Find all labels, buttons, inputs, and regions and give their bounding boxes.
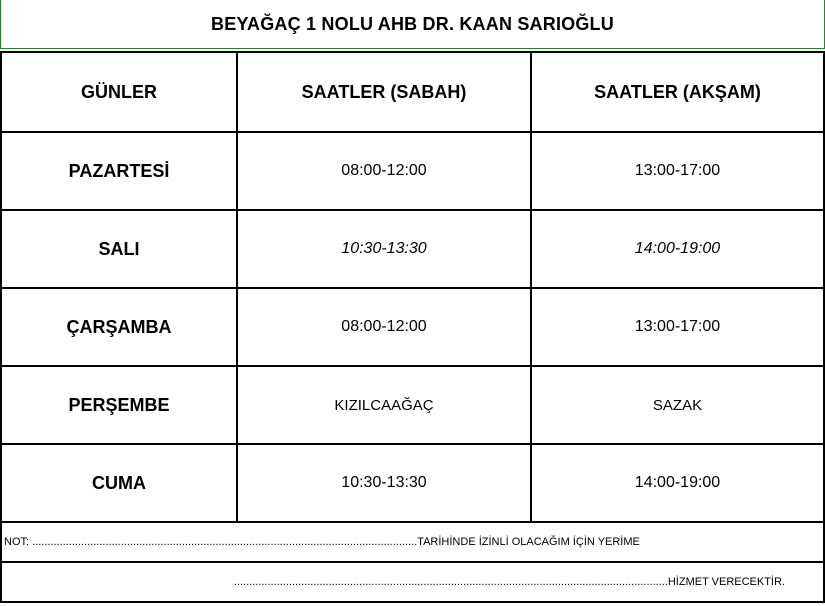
- evening-cell: 13:00-17:00: [531, 132, 824, 210]
- day-cell: CUMA: [1, 444, 237, 522]
- table-row: [1, 210, 824, 288]
- note-prefix: NOT: ..............................................................................................................................: [4, 536, 418, 548]
- header-evening: SAATLER (AKŞAM): [531, 52, 824, 132]
- table-row: [1, 288, 824, 366]
- note-line-2-text: ..............................................................................................................................................HİZMET VERECEKTİR.: [233, 576, 785, 588]
- evening-cell: 14:00-19:00: [531, 210, 824, 288]
- morning-cell: 10:30-13:30: [237, 444, 531, 522]
- note-row-2: [1, 562, 824, 602]
- note-suffix: TARİHİNDE İZİNLİ OLACAĞIM İÇİN YERİME: [417, 536, 640, 548]
- day-cell: PAZARTESİ: [1, 132, 237, 210]
- header-row: [1, 52, 824, 132]
- page-title: BEYAĞAÇ 1 NOLU AHB DR. KAAN SARIOĞLU: [0, 0, 825, 49]
- evening-cell: 13:00-17:00: [531, 288, 824, 366]
- note-row-1: [1, 522, 824, 562]
- header-days: GÜNLER: [1, 52, 237, 132]
- note-line-1: [1, 522, 824, 562]
- morning-cell: 08:00-12:00: [237, 288, 531, 366]
- day-cell: SALI: [1, 210, 237, 288]
- morning-cell: KIZILCAAĞAÇ: [237, 366, 531, 444]
- morning-cell: 10:30-13:30: [237, 210, 531, 288]
- evening-cell: 14:00-19:00: [531, 444, 824, 522]
- note-line-2: [1, 562, 824, 602]
- table-row: [1, 132, 824, 210]
- header-morning: SAATLER (SABAH): [237, 52, 531, 132]
- table-row: [1, 366, 824, 444]
- day-cell: PERŞEMBE: [1, 366, 237, 444]
- table-row: [1, 444, 824, 522]
- day-cell: ÇARŞAMBA: [1, 288, 237, 366]
- morning-cell: 08:00-12:00: [237, 132, 531, 210]
- schedule-table: [0, 51, 825, 603]
- evening-cell: SAZAK: [531, 366, 824, 444]
